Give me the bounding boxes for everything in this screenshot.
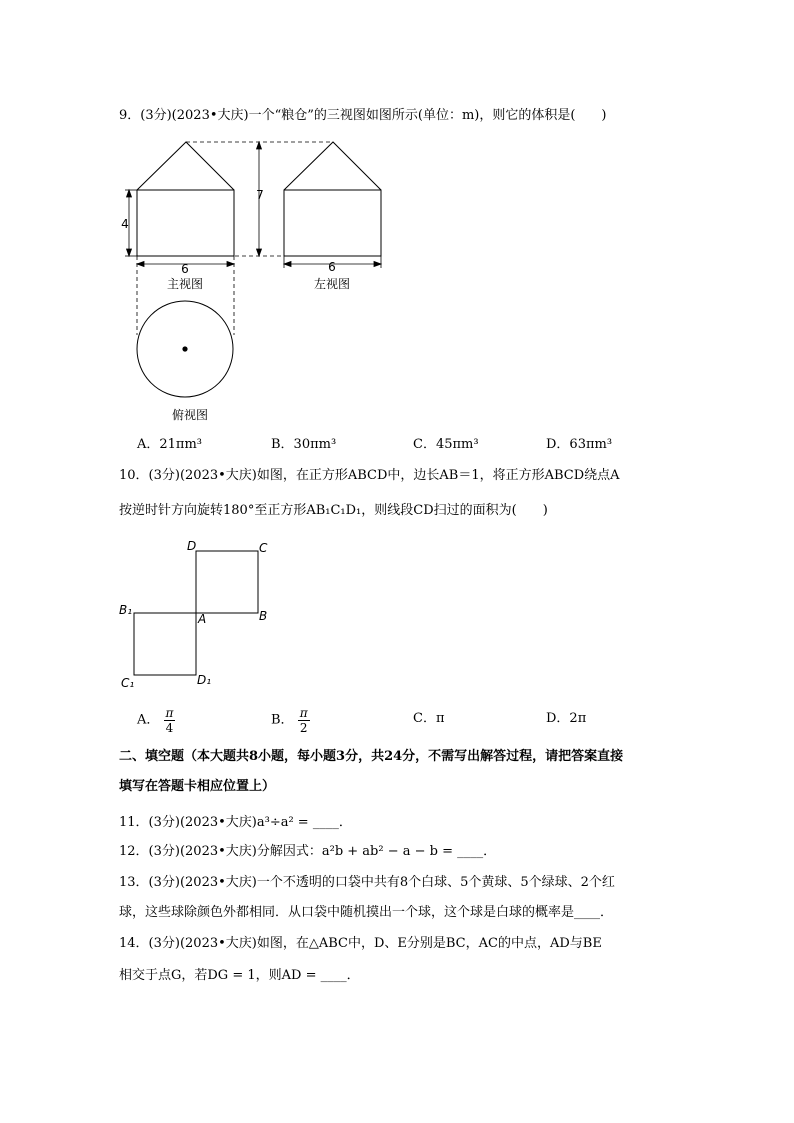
label-b1: B₁: [119, 603, 133, 617]
section2-heading-line1: 二、填空题（本大题共8小题，每小题3分，共24分，不需写出解答过程，请把答案直接: [119, 749, 624, 764]
q10-option-b-fraction: [298, 706, 310, 735]
q9-option-b: B．30πm³: [271, 437, 337, 452]
label-dim-7: 7: [256, 188, 264, 202]
label-dim-6-main: 6: [181, 262, 189, 276]
q10-text-line1: 10．(3分)(2023•大庆)如图，在正方形ABCD中，边长AB＝1，将正方形ABCD绕点A: [119, 468, 620, 483]
q14-text-line2: 相交于点G，若DG = 1，则AD = ____．: [119, 968, 360, 983]
label-c: C: [259, 541, 268, 555]
q11-text: 11．(3分)(2023•大庆)a³÷a² = ____．: [119, 815, 352, 830]
q10-option-a: [137, 706, 175, 735]
label-dim-4: 4: [121, 217, 129, 231]
q10-option-b: [271, 706, 310, 735]
q9-text: 9．(3分)(2023•大庆)一个“粮仓”的三视图如图所示(单位：m)，则它的体积是( ): [119, 108, 607, 123]
q9-three-view-figure: [115, 135, 395, 425]
label-d: D: [187, 539, 197, 553]
label-b: B: [259, 609, 268, 623]
square-ab1c1d1: [134, 613, 196, 675]
square-abcd: [196, 551, 258, 613]
q10-option-b-den: 2: [299, 721, 308, 735]
q10-option-c: C．π: [413, 711, 445, 726]
label-dim-6-left: 6: [328, 260, 336, 274]
q10-option-a-fraction: [164, 706, 176, 735]
q9-option-d: D．63πm³: [546, 437, 613, 452]
q10-option-a-den: 4: [165, 721, 174, 735]
q14-text-line1: 14．(3分)(2023•大庆)如图，在△ABC中，D、E分别是BC，AC的中点，AD与BE: [119, 936, 602, 951]
left-view: [284, 142, 381, 256]
q12-text: 12．(3分)(2023•大庆)分解因式：a²b + ab² − a − b = ____．: [119, 844, 497, 859]
label-top-view: 俯视图: [171, 408, 209, 422]
label-c1: C₁: [121, 676, 135, 690]
q13-text-line2: 球，这些球除颜色外都相同．从口袋中随机摸出一个球，这个球是白球的概率是____．: [119, 905, 614, 920]
q13-text-line1: 13．(3分)(2023•大庆)一个不透明的口袋中共有8个白球、5个黄球、5个绿球、2个红: [119, 875, 615, 890]
label-left-view: 左视图: [313, 277, 351, 291]
q10-option-b-prefix: B．: [271, 712, 294, 728]
top-view: [137, 301, 233, 397]
q10-option-a-prefix: A．: [137, 712, 160, 728]
section2-heading-line2: 填写在答题卡相应位置上）: [119, 779, 276, 794]
label-a: A: [198, 612, 207, 626]
q10-text-line2: 按逆时针方向旋转180°至正方形AB₁C₁D₁，则线段CD扫过的面积为( ): [119, 503, 548, 518]
q9-option-a: A．21πm³: [137, 437, 203, 452]
label-d1: D₁: [197, 673, 212, 687]
main-view: [137, 142, 234, 256]
q10-option-a-num: π: [165, 706, 174, 720]
q10-square-rotation-figure: [115, 536, 285, 691]
q9-option-c: C．45πm³: [413, 437, 479, 452]
q10-option-b-num: π: [299, 706, 308, 720]
label-main-view: 主视图: [166, 277, 204, 291]
q10-option-d: D．2π: [546, 711, 587, 726]
